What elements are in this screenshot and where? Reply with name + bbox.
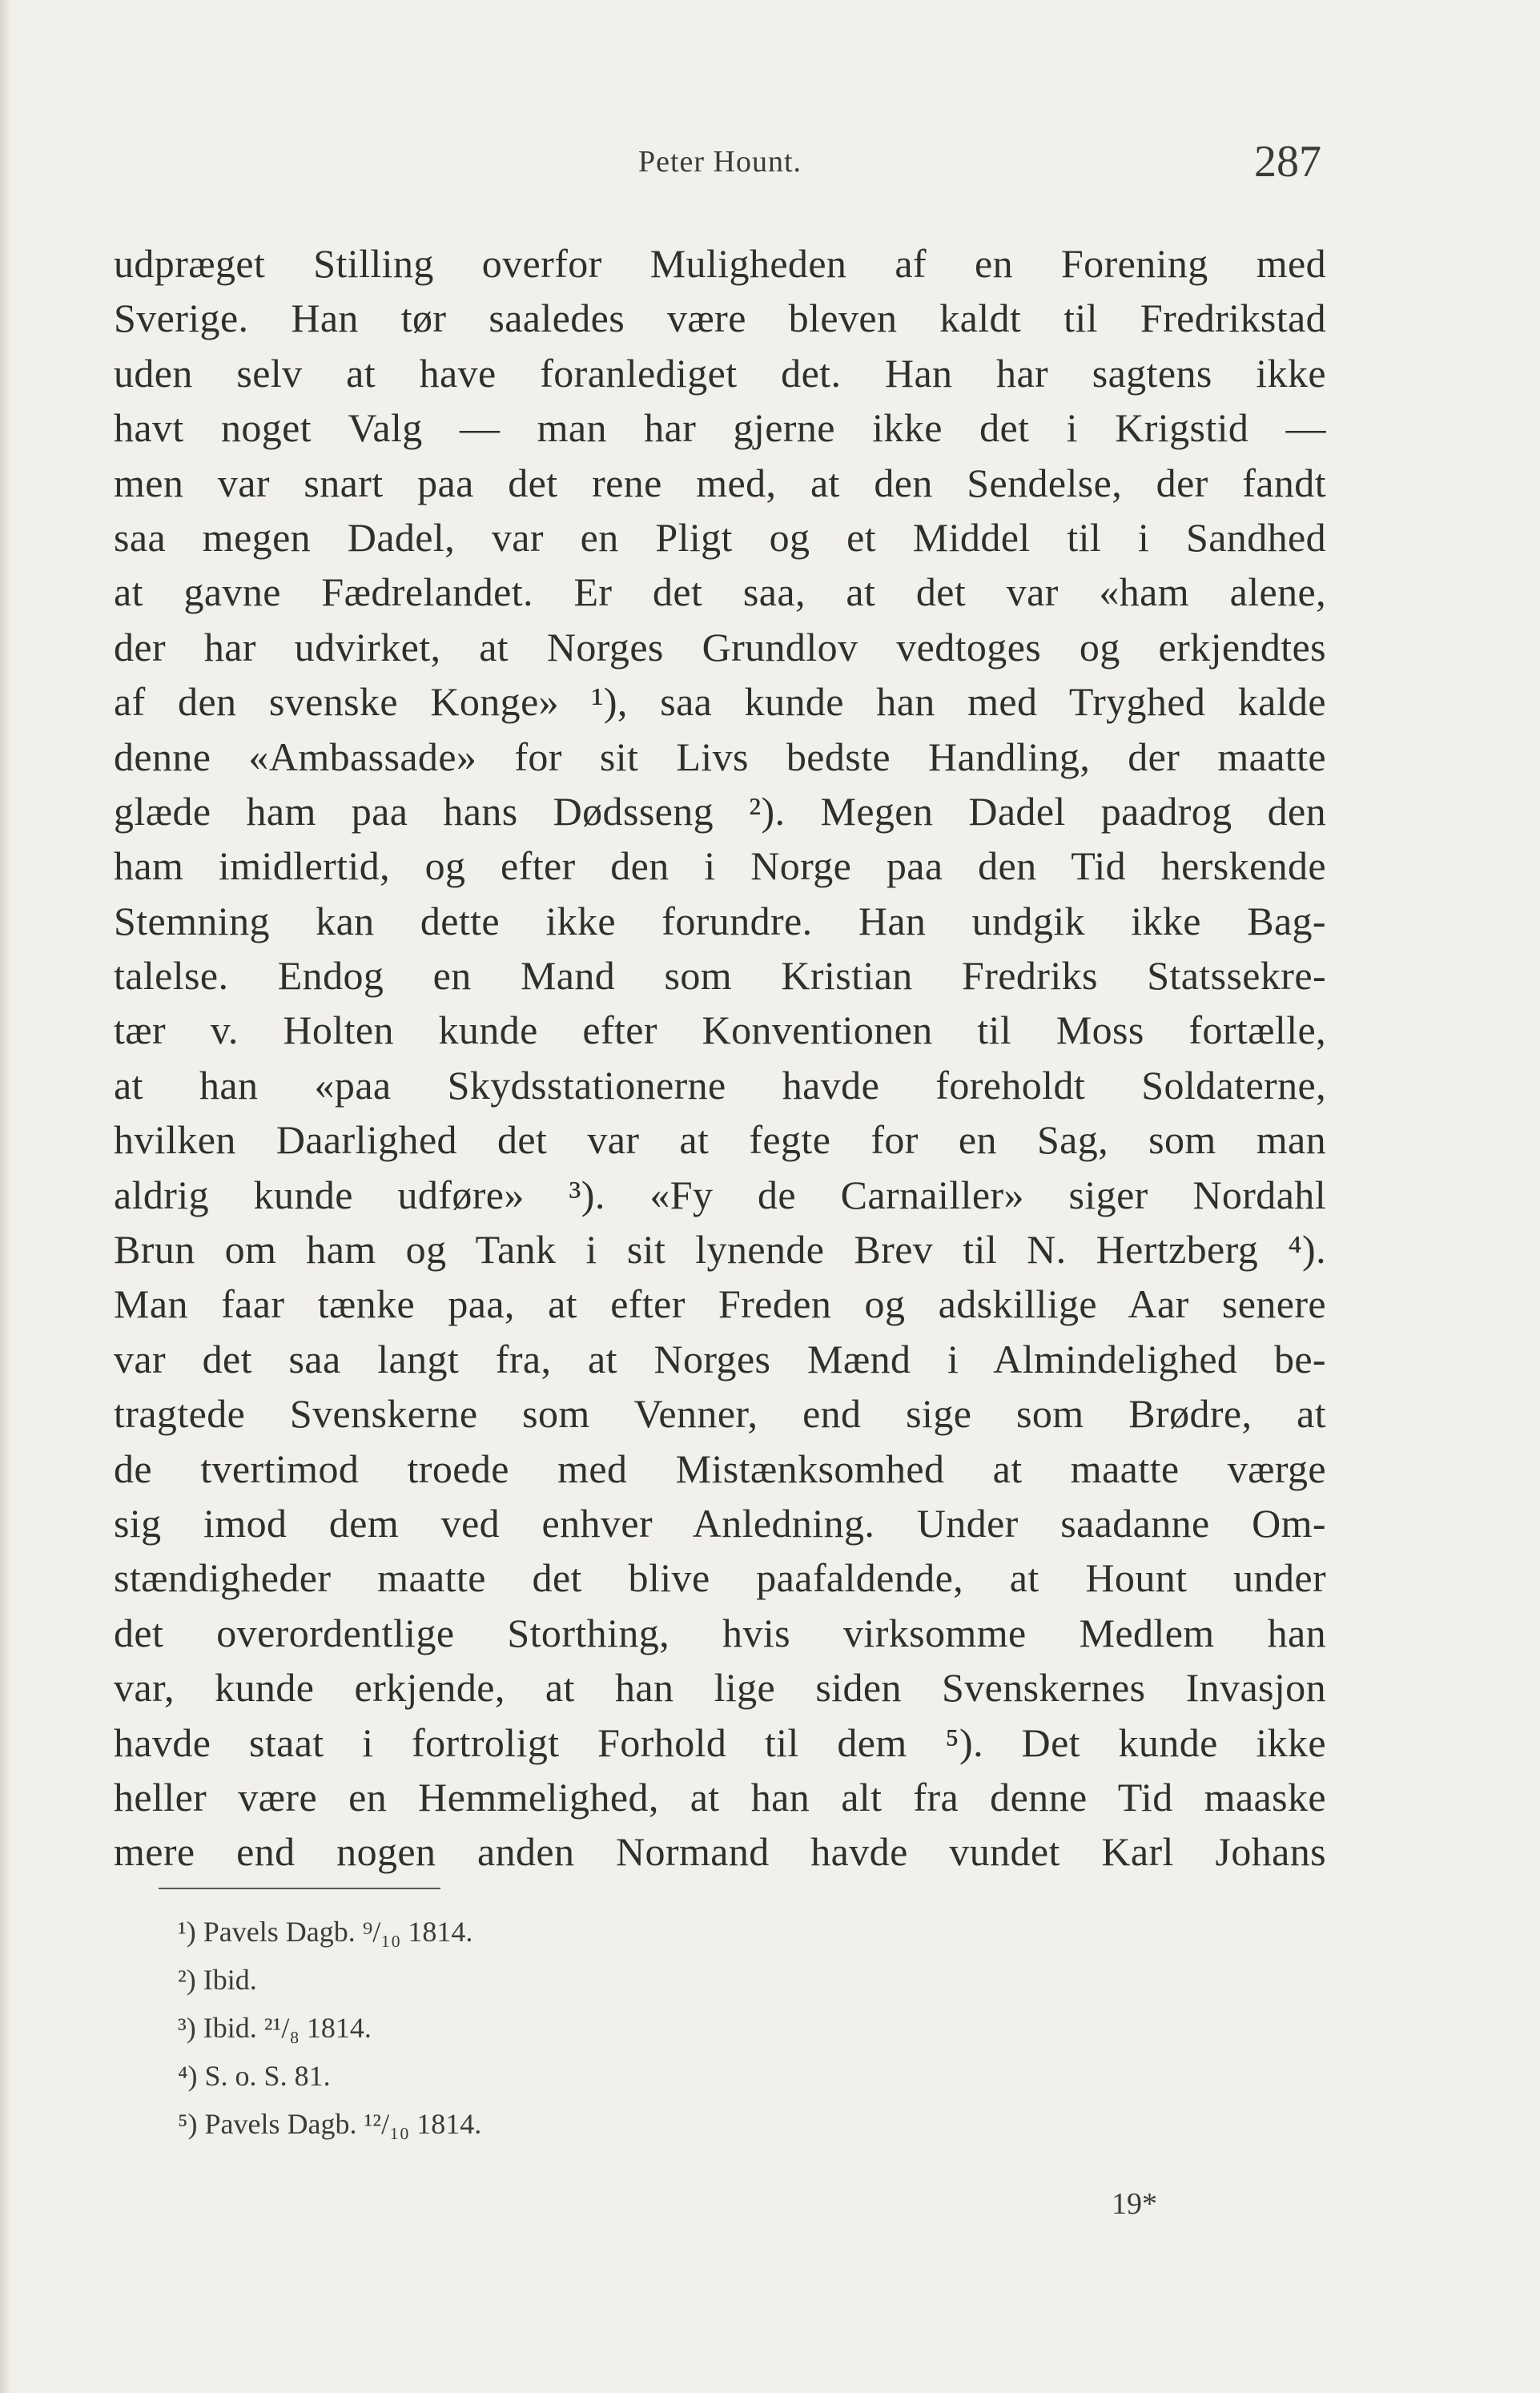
text-line: uden selv at have foranlediget det. Han har sagtens ikke xyxy=(114,350,1326,396)
text-line: var, kunde erkjende, at han lige siden Svenskernes Invasjon xyxy=(114,1665,1326,1711)
footnotes xyxy=(178,1908,899,2148)
text-line: havt noget Valg — man har gjerne ikke det i Krigstid — xyxy=(114,405,1326,451)
page-header xyxy=(114,136,1326,208)
body-text xyxy=(114,236,1326,1880)
footnote: ⁴) S. o. S. 81. xyxy=(178,2060,331,2092)
text-line: mere end nogen anden Normand havde vundet Karl Johans xyxy=(114,1829,1326,1875)
text-line: der har udvirket, at Norges Grundlov vedtoges og erkjendtes xyxy=(114,624,1326,670)
text-line: ham imidlertid, og efter den i Norge paa den Tid herskende xyxy=(114,843,1326,889)
text-line: saa megen Dadel, var en Pligt og et Middel til i Sandhed xyxy=(114,514,1326,560)
footnote: ⁵) Pavels Dagb. ¹²/₁₀ 1814. xyxy=(178,2108,482,2140)
text-line: det overordentlige Storthing, hvis virksomme Medlem han xyxy=(114,1610,1326,1655)
gutter-shadow xyxy=(0,0,11,2393)
text-line: at han «paa Skydsstationerne havde foreholdt Soldaterne, xyxy=(114,1062,1326,1108)
signature-mark: 19* xyxy=(1112,2187,1157,2221)
text-line: de tvertimod troede med Mistænksomhed at maatte værge xyxy=(114,1446,1326,1491)
text-line: var det saa langt fra, at Norges Mænd i Almindelighed be- xyxy=(114,1336,1326,1382)
text-line: aldrig kunde udføre» ³). «Fy de Carnailler» siger Nordahl xyxy=(114,1172,1326,1217)
text-line: hvilken Daarlighed det var at fegte for en Sag, som man xyxy=(114,1117,1326,1163)
text-line: sig imod dem ved enhver Anledning. Under saadanne Om- xyxy=(114,1500,1326,1546)
text-line: stændigheder maatte det blive paafaldende, at Hount under xyxy=(114,1555,1326,1601)
footnote: ²) Ibid. xyxy=(178,1964,257,1996)
text-line: Sverige. Han tør saaledes være bleven kaldt til Fredrikstad xyxy=(114,296,1326,341)
text-line: af den svenske Konge» ¹), saa kunde han med Tryghed kalde xyxy=(114,679,1326,725)
text-line: udpræget Stilling overfor Muligheden af en Forening med xyxy=(114,241,1326,286)
text-line: tragtede Svenskerne som Venner, end sige som Brødre, at xyxy=(114,1391,1326,1437)
text-line: havde staat i fortroligt Forhold til dem ⁵). Det kunde ikke xyxy=(114,1719,1326,1765)
page-number: 287 xyxy=(1254,137,1321,187)
text-line: Man faar tænke paa, at efter Freden og adskillige Aar senere xyxy=(114,1281,1326,1327)
running-head: Peter Hount. xyxy=(637,145,802,179)
text-line: denne «Ambassade» for sit Livs bedste Handling, der maatte xyxy=(114,734,1326,779)
text-line: tær v. Holten kunde efter Konventionen til Moss fortælle, xyxy=(114,1007,1326,1053)
text-line: heller være en Hemmelighed, at han alt fra denne Tid maaske xyxy=(114,1774,1326,1820)
text-line: talelse. Endog en Mand som Kristian Fredriks Statssekre- xyxy=(114,953,1326,999)
footnote-divider xyxy=(159,1888,440,1889)
footnote: ¹) Pavels Dagb. ⁹/₁₀ 1814. xyxy=(178,1916,473,1948)
text-line: men var snart paa det rene med, at den Sendelse, der fandt xyxy=(114,460,1326,505)
text-line: at gavne Fædrelandet. Er det saa, at det var «ham alene, xyxy=(114,569,1326,615)
footnote: ³) Ibid. ²¹/₈ 1814. xyxy=(178,2012,372,2044)
text-line: glæde ham paa hans Dødsseng ²). Megen Dadel paadrog den xyxy=(114,788,1326,834)
text-line: Brun om ham og Tank i sit lynende Brev til N. Hertzberg ⁴). xyxy=(114,1227,1326,1273)
text-line: Stemning kan dette ikke forundre. Han undgik ikke Bag- xyxy=(114,898,1326,943)
